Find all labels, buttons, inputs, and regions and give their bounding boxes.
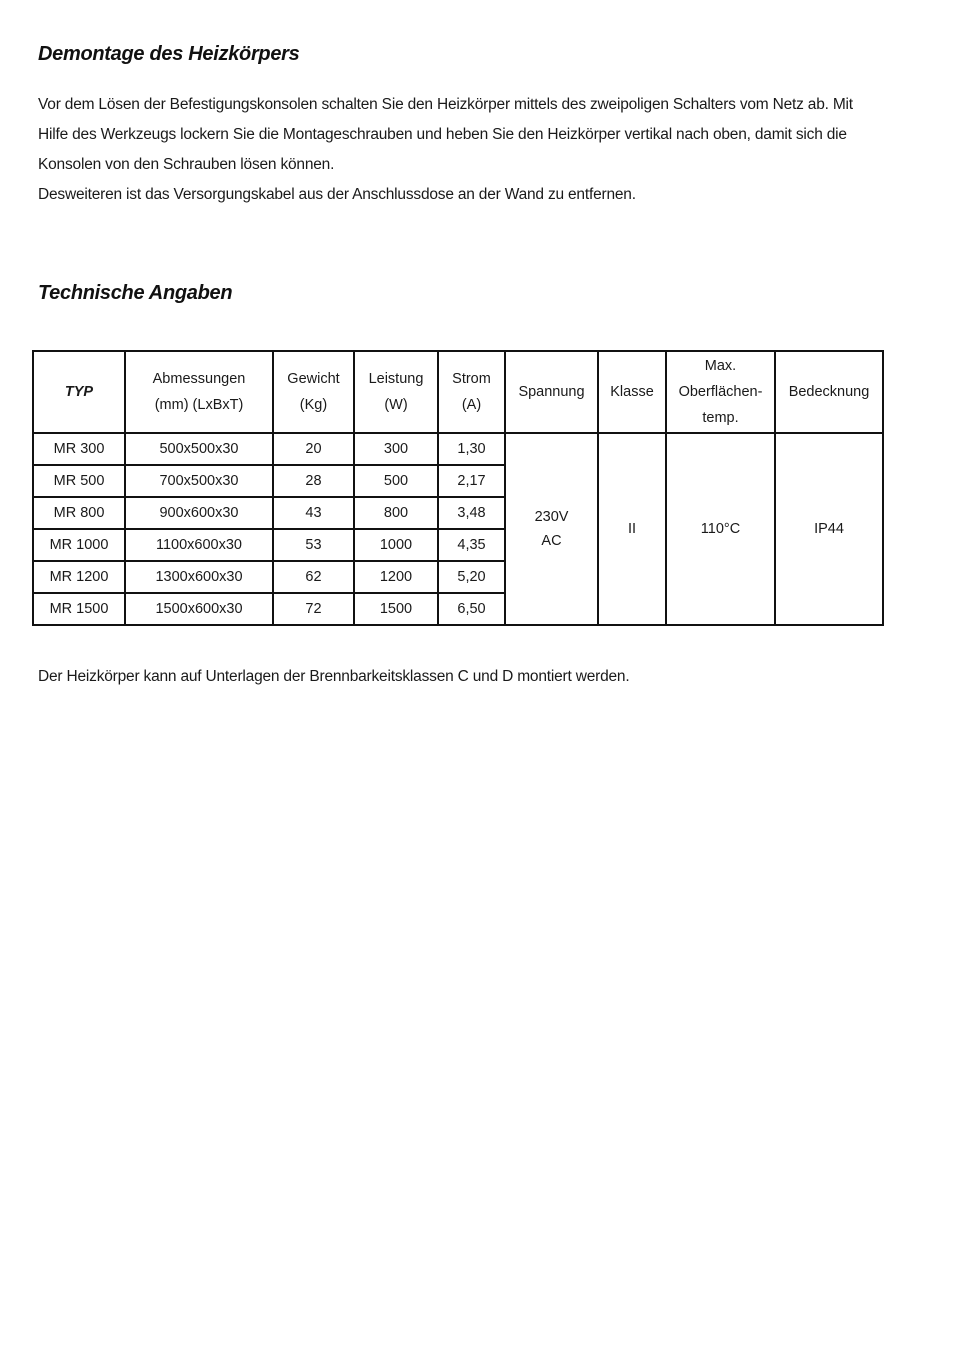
header-strom: Strom (A): [438, 351, 505, 433]
cell-typ: MR 1200: [33, 561, 125, 593]
cell-leistung: 1500: [354, 593, 438, 625]
cell-abmessungen: 900x600x30: [125, 497, 273, 529]
header-leistung: Leistung (W): [354, 351, 438, 433]
cell-strom: 4,35: [438, 529, 505, 561]
cell-abmessungen: 700x500x30: [125, 465, 273, 497]
cell-abmessungen: 500x500x30: [125, 433, 273, 465]
cell-bedecknung: IP44: [775, 433, 883, 625]
cell-gewicht: 53: [273, 529, 354, 561]
paragraph-line: Konsolen von den Schrauben lösen können.: [38, 156, 335, 173]
cell-strom: 5,20: [438, 561, 505, 593]
cell-typ: MR 1000: [33, 529, 125, 561]
cell-typ: MR 800: [33, 497, 125, 529]
header-max-temp: Max. Oberflächen- temp.: [666, 351, 775, 433]
table-row: [33, 433, 883, 465]
header-abmessungen: Abmessungen (mm) (LxBxT): [125, 351, 273, 433]
demontage-paragraph: [38, 90, 918, 210]
cell-typ: MR 500: [33, 465, 125, 497]
cell-typ: MR 1500: [33, 593, 125, 625]
cell-gewicht: 72: [273, 593, 354, 625]
cell-strom: 3,48: [438, 497, 505, 529]
cell-gewicht: 43: [273, 497, 354, 529]
section-title-demontage: Demontage des Heizkörpers: [38, 43, 300, 65]
paragraph-line: Vor dem Lösen der Befestigungskonsolen schalten Sie den Heizkörper mittels des zweipoligen Schalters vom Netz ab. Mit: [38, 96, 853, 113]
table-header-row: [33, 351, 883, 433]
technical-specs-table: [32, 350, 884, 626]
cell-gewicht: 28: [273, 465, 354, 497]
cell-leistung: 1000: [354, 529, 438, 561]
cell-strom: 1,30: [438, 433, 505, 465]
cell-typ: MR 300: [33, 433, 125, 465]
cell-strom: 2,17: [438, 465, 505, 497]
cell-leistung: 300: [354, 433, 438, 465]
cell-leistung: 800: [354, 497, 438, 529]
cell-gewicht: 62: [273, 561, 354, 593]
header-klasse: Klasse: [598, 351, 666, 433]
paragraph-line: Desweiteren ist das Versorgungskabel aus der Anschlussdose an der Wand zu entfernen.: [38, 186, 636, 203]
cell-abmessungen: 1500x600x30: [125, 593, 273, 625]
header-typ: TYP: [33, 351, 125, 433]
header-spannung: Spannung: [505, 351, 598, 433]
header-gewicht: Gewicht (Kg): [273, 351, 354, 433]
cell-klasse: II: [598, 433, 666, 625]
section-title-technische-angaben: Technische Angaben: [38, 282, 233, 304]
cell-spannung: 230V AC: [505, 433, 598, 625]
cell-abmessungen: 1100x600x30: [125, 529, 273, 561]
header-bedecknung: Bedecknung: [775, 351, 883, 433]
cell-max-temp: 110°C: [666, 433, 775, 625]
cell-leistung: 500: [354, 465, 438, 497]
cell-gewicht: 20: [273, 433, 354, 465]
paragraph-line: Hilfe des Werkzeugs lockern Sie die Montageschrauben und heben Sie den Heizkörper vertikal nach oben, damit sich die: [38, 126, 847, 143]
mounting-note: Der Heizkörper kann auf Unterlagen der Brennbarkeitsklassen C und D montiert werden.: [38, 668, 630, 685]
cell-strom: 6,50: [438, 593, 505, 625]
cell-abmessungen: 1300x600x30: [125, 561, 273, 593]
cell-leistung: 1200: [354, 561, 438, 593]
